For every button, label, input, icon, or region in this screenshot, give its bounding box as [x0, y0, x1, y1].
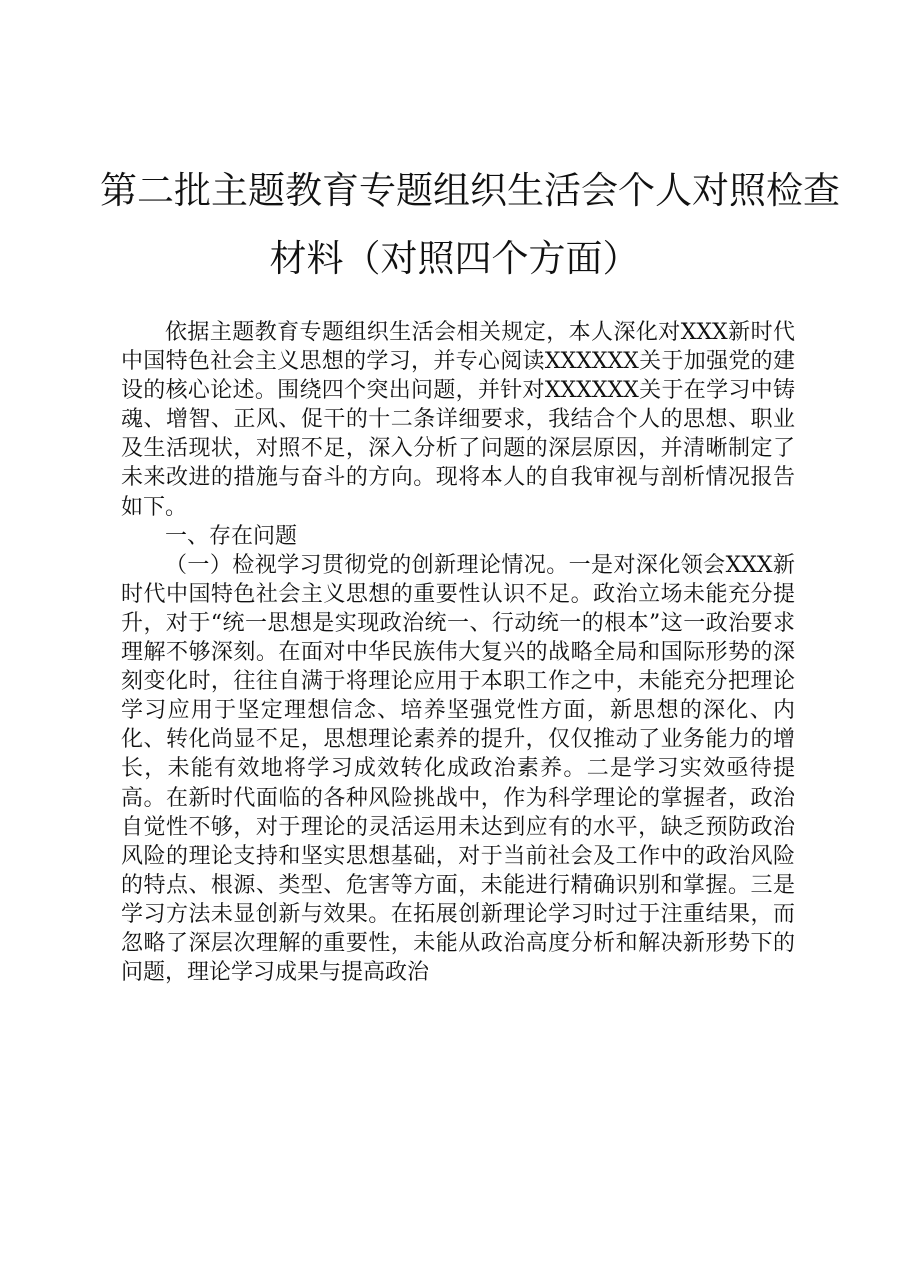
document-title-line-1: 第二批主题教育专题组织生活会个人对照检查	[100, 169, 840, 212]
document-title-line-2: 材料（对照四个方面）	[269, 237, 640, 280]
section-heading-problems: 一、存在问题	[165, 523, 298, 549]
intro-paragraph: 依据主题教育专题组织生活会相关规定，本人深化对XXX新时代中国特色社会主义思想的学习，并专心阅读XXXXXX关于加强党的建设的核心论述。围绕四个突出问题，并针对XXXXXX关于在学习中铸魂、增智、正风、促干的十二条详细要求，我结合个人的思想、职业及生活现状，对照不足，深入分析了问题的深层原因，并清晰制定了未来改进的措施与奋斗的方向。现将本人的自我审视与剖析情况报告如下。	[121, 320, 795, 520]
document-body	[121, 318, 795, 987]
section-paragraph: （一）检视学习贯彻党的创新理论情况。一是对深化领会XXX新时代中国特色社会主义思想的重要性认识不足。政治立场未能充分提升，对于“统一思想是实现政治统一、行动统一的根本”这一政治要求理解不够深刻。在面对中华民族伟大复兴的战略全局和国际形势的深刻变化时，往往自满于将理论应用于本职工作之中，未能充分把理论学习应用于坚定理想信念、培养坚强党性方面，新思想的深化、内化、转化尚显不足，思想理论素养的提升，仅仅推动了业务能力的增长，未能有效地将学习成效转化成政治素养。二是学习实效亟待提高。在新时代面临的各种风险挑战中，作为科学理论的掌握者，政治自觉性不够，对于理论的灵活运用未达到应有的水平，缺乏预防政治风险的理论支持和坚实思想基础，对于当前社会及工作中的政治风险的特点、根源、类型、危害等方面，未能进行精确识别和掌握。三是学习方法未显创新与效果。在拓展创新理论学习时过于注重结果，而忽略了深层次理解的重要性，未能从政治高度分析和解决新形势下的问题，理论学习成果与提高政治	[121, 552, 795, 986]
